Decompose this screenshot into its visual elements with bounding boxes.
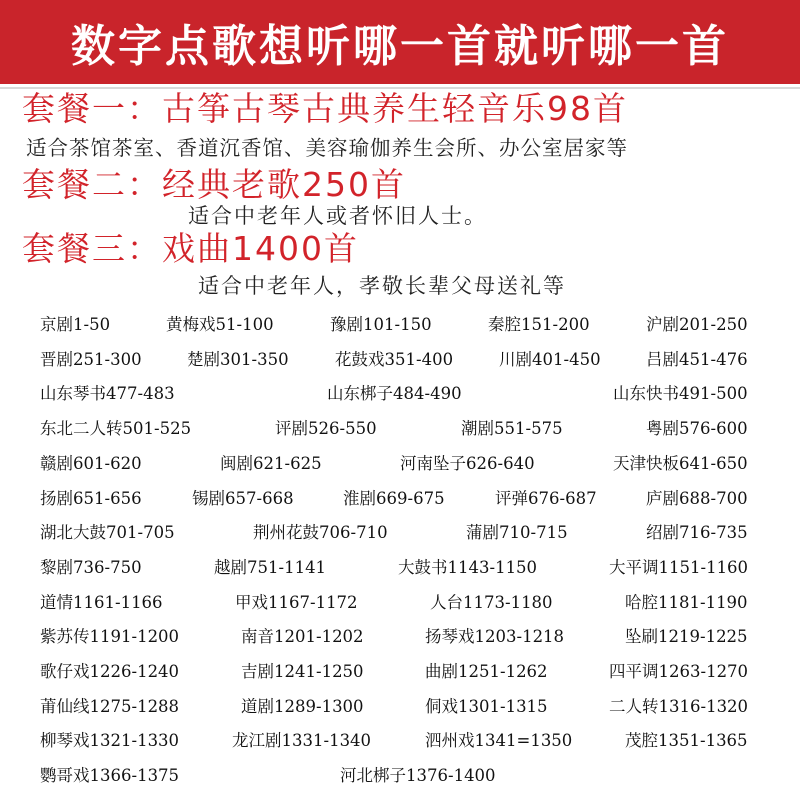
opera-row <box>40 414 748 444</box>
opera-entry: 绍剧716-735 <box>646 523 748 543</box>
opera-entry: 泗州戏1341=1350 <box>425 731 573 751</box>
opera-row <box>40 761 748 791</box>
opera-entry: 豫剧101-150 <box>330 315 432 334</box>
opera-entry: 沪剧201-250 <box>646 315 748 334</box>
opera-entry: 鹦哥戏1366-1375 <box>40 766 180 786</box>
opera-entry: 茂腔1351-1365 <box>625 731 748 751</box>
package-3-title: 套餐三：戏曲1400首 <box>22 229 359 268</box>
opera-entry: 河北梆子1376-1400 <box>340 766 496 786</box>
opera-entry: 京剧1-50 <box>40 315 111 334</box>
opera-entry: 天津快板641-650 <box>613 453 748 473</box>
opera-entry: 哈腔1181-1190 <box>625 592 748 612</box>
opera-entry: 湖北大鼓701-705 <box>40 523 175 543</box>
package-1-description: 适合茶馆茶室、香道沉香馆、美容瑜伽养生会所、办公室居家等 <box>26 136 628 160</box>
opera-entry: 黄梅戏51-100 <box>166 315 274 334</box>
opera-entry: 吉剧1241-1250 <box>241 662 364 681</box>
opera-entry: 潮剧551-575 <box>461 419 563 439</box>
opera-entry: 道剧1289-1300 <box>241 696 364 716</box>
opera-entry: 柳琴戏1321-1330 <box>40 731 180 751</box>
opera-entry: 四平调1263-1270 <box>609 662 749 681</box>
banner-title: 数字点歌想听哪一首就听哪一首 <box>71 21 729 72</box>
opera-entry: 锡剧657-668 <box>192 488 294 508</box>
opera-entry: 扬剧651-656 <box>40 488 142 508</box>
opera-entry: 荆州花鼓706-710 <box>253 523 388 543</box>
opera-entry: 晋剧251-300 <box>40 349 142 369</box>
opera-entry: 大鼓书1143-1150 <box>398 557 538 577</box>
opera-entry: 楚剧301-350 <box>187 349 289 369</box>
opera-row <box>40 484 748 514</box>
opera-entry: 莆仙线1275-1288 <box>40 696 180 716</box>
package-1-title: 套餐一：古筝古琴古典养生轻音乐98首 <box>22 89 628 128</box>
opera-entry: 道情1161-1166 <box>40 592 163 612</box>
opera-row <box>40 622 748 652</box>
opera-row <box>40 588 748 618</box>
opera-entry: 扬琴戏1203-1218 <box>425 627 565 647</box>
opera-entry: 黎剧736-750 <box>40 557 142 577</box>
package-2-description: 适合中老年人或者怀旧人士。 <box>188 204 487 228</box>
opera-entry: 越剧751-1141 <box>214 557 327 577</box>
opera-entry: 秦腔151-200 <box>488 315 590 334</box>
package-3-description: 适合中老年人，孝敬长辈父母送礼等 <box>198 274 566 298</box>
opera-entry: 侗戏1301-1315 <box>425 696 548 716</box>
opera-row <box>40 726 748 756</box>
header-banner <box>0 0 800 87</box>
package-2-title: 套餐二：经典老歌250首 <box>22 165 406 204</box>
opera-row <box>40 657 748 687</box>
opera-row <box>40 345 748 375</box>
opera-entry: 山东梆子484-490 <box>327 384 462 404</box>
opera-entry: 庐剧688-700 <box>646 488 748 508</box>
opera-entry: 大平调1151-1160 <box>609 557 749 577</box>
opera-entry: 赣剧601-620 <box>40 453 142 473</box>
opera-entry: 评弹676-687 <box>495 488 597 508</box>
opera-entry: 甲戏1167-1172 <box>235 592 358 612</box>
opera-entry: 吕剧451-476 <box>646 349 748 369</box>
opera-entry: 二人转1316-1320 <box>609 696 749 716</box>
opera-entry: 南音1201-1202 <box>241 627 364 647</box>
opera-entry: 评剧526-550 <box>275 419 377 439</box>
opera-entry: 龙江剧1331-1340 <box>232 731 372 751</box>
opera-entry: 东北二人转501-525 <box>40 419 192 439</box>
opera-entry: 人台1173-1180 <box>430 592 553 612</box>
opera-row <box>40 518 748 548</box>
opera-row <box>40 310 748 340</box>
opera-entry: 闽剧621-625 <box>220 453 322 473</box>
opera-row <box>40 692 748 722</box>
opera-entry: 山东快书491-500 <box>613 384 748 404</box>
opera-row <box>40 379 748 409</box>
opera-entry: 曲剧1251-1262 <box>425 662 548 681</box>
opera-entry: 坠刷1219-1225 <box>625 627 748 647</box>
opera-row <box>40 449 748 479</box>
opera-entry: 歌仔戏1226-1240 <box>40 662 180 681</box>
opera-entry: 山东琴书477-483 <box>40 384 175 404</box>
opera-entry: 粤剧576-600 <box>646 419 748 439</box>
opera-entry: 淮剧669-675 <box>343 488 445 508</box>
opera-entry: 蒲剧710-715 <box>466 523 568 543</box>
opera-entry: 花鼓戏351-400 <box>335 349 454 369</box>
opera-entry: 川剧401-450 <box>499 349 601 369</box>
opera-entry: 河南坠子626-640 <box>400 453 535 473</box>
opera-row <box>40 553 748 583</box>
opera-entry: 紫苏传1191-1200 <box>40 627 180 647</box>
